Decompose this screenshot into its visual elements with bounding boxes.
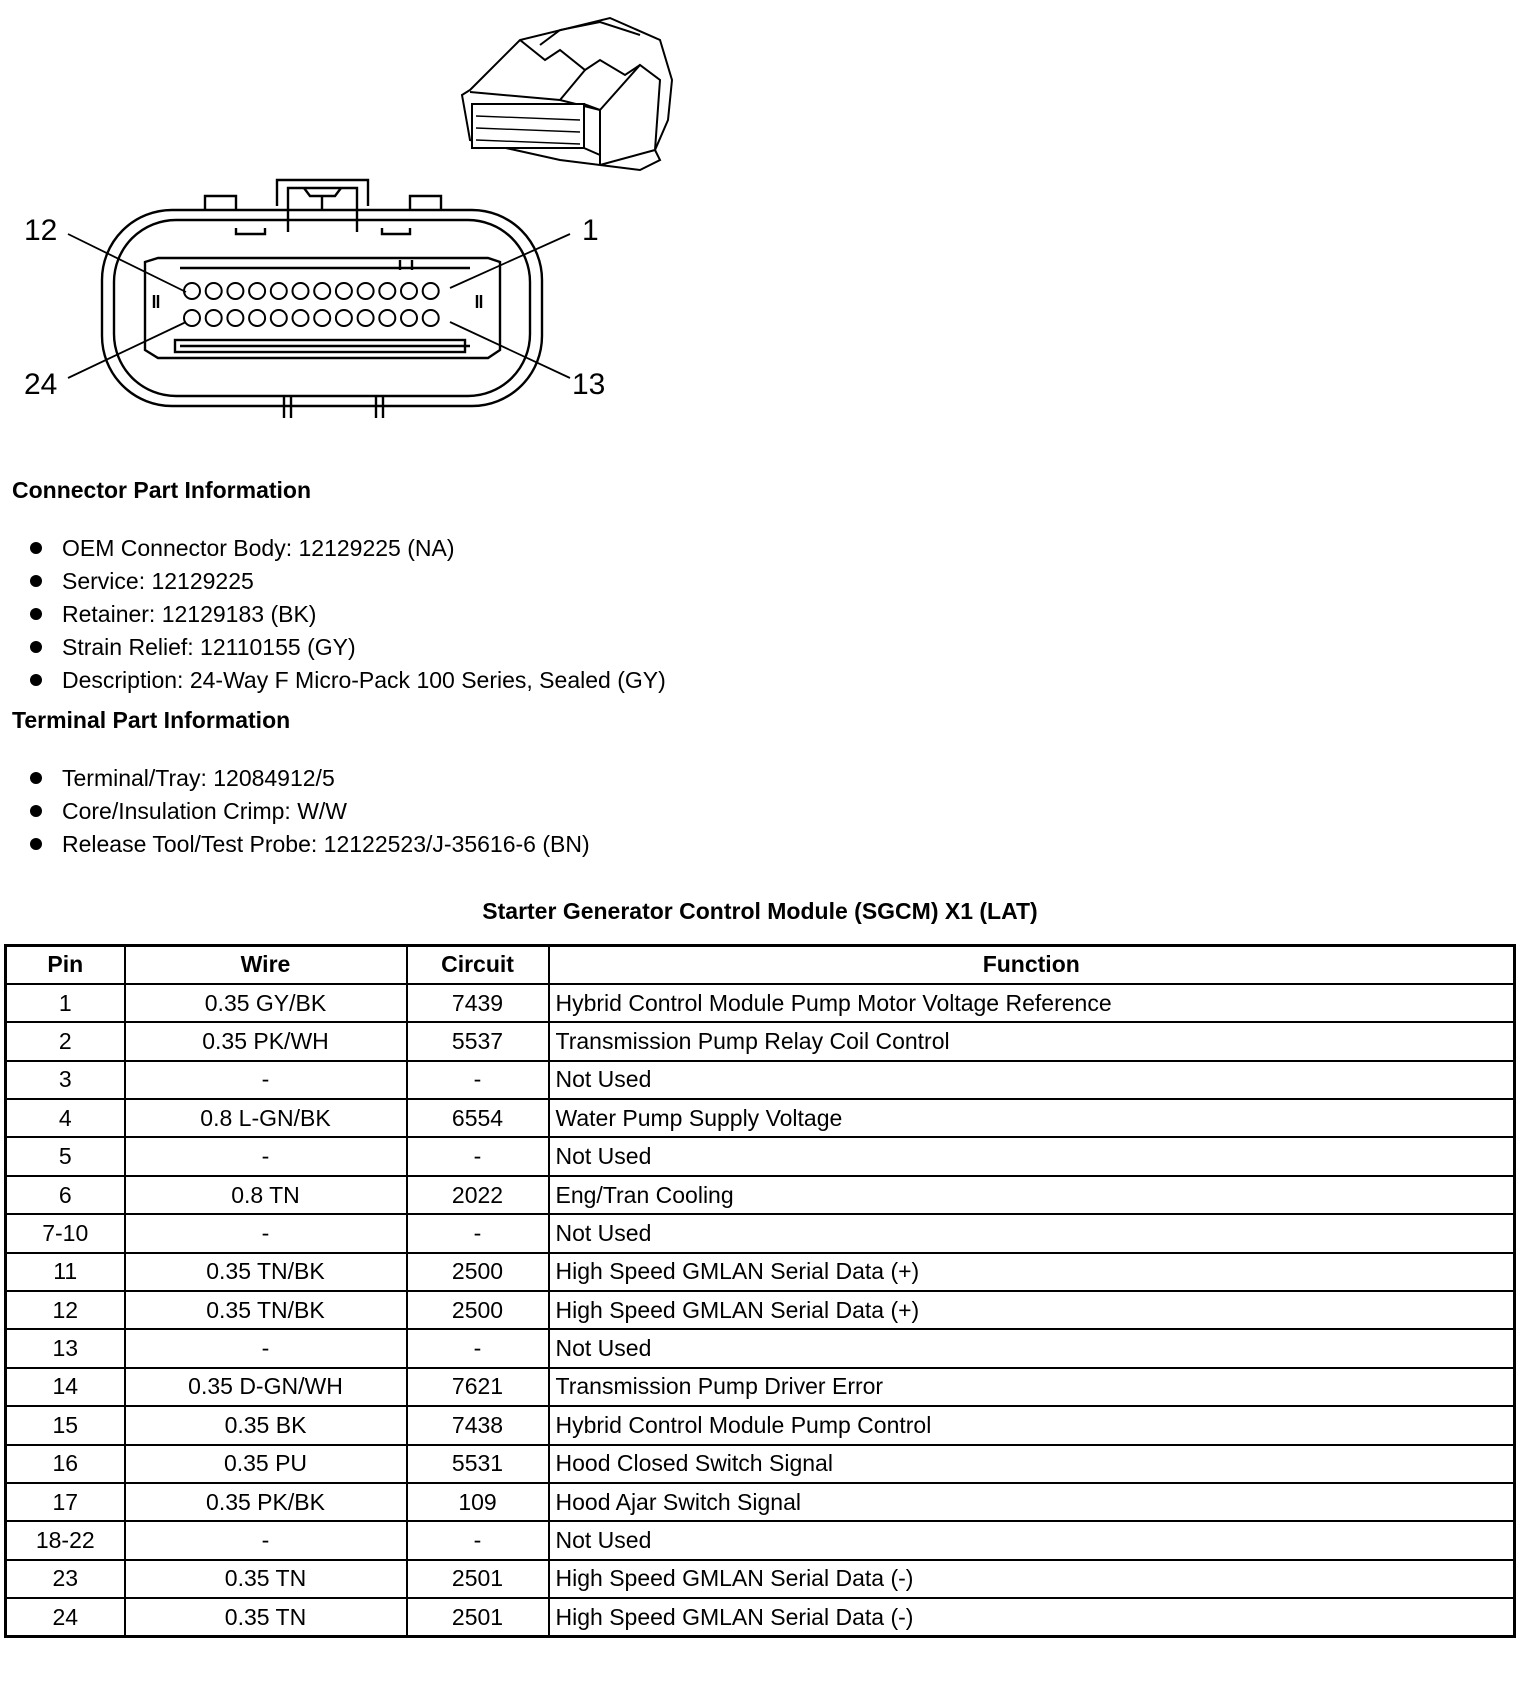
cell-wire: 0.35 BK bbox=[125, 1406, 407, 1444]
table-row bbox=[6, 1061, 1515, 1099]
pin-label-24: 24 bbox=[24, 368, 58, 401]
cell-pin: 2 bbox=[6, 1022, 125, 1060]
table-row bbox=[6, 1368, 1515, 1406]
header-wire: Wire bbox=[125, 946, 407, 984]
cell-circuit: 7438 bbox=[407, 1406, 549, 1444]
cell-function: Hood Closed Switch Signal bbox=[549, 1445, 1515, 1483]
cell-circuit: 109 bbox=[407, 1483, 549, 1521]
pin-hole bbox=[358, 283, 374, 299]
pin-hole bbox=[271, 310, 287, 326]
pin-hole bbox=[423, 310, 439, 326]
cell-circuit: - bbox=[407, 1521, 549, 1559]
pin-hole bbox=[227, 310, 243, 326]
cell-circuit: 2501 bbox=[407, 1598, 549, 1636]
cell-wire: 0.35 PU bbox=[125, 1445, 407, 1483]
list-item bbox=[30, 631, 666, 664]
cell-wire: 0.35 GY/BK bbox=[125, 984, 407, 1022]
cell-pin: 6 bbox=[6, 1176, 125, 1214]
connector-3d-illustration bbox=[462, 18, 672, 170]
table-row bbox=[6, 984, 1515, 1022]
cell-pin: 15 bbox=[6, 1406, 125, 1444]
cell-function: High Speed GMLAN Serial Data (+) bbox=[549, 1291, 1515, 1329]
table-row bbox=[6, 1560, 1515, 1598]
cell-pin: 4 bbox=[6, 1099, 125, 1137]
pin-hole bbox=[271, 283, 287, 299]
table-row bbox=[6, 1483, 1515, 1521]
list-item-text: Retainer: 12129183 (BK) bbox=[62, 601, 317, 627]
list-item-text: OEM Connector Body: 12129225 (NA) bbox=[62, 535, 455, 561]
connector-diagram bbox=[0, 0, 720, 440]
table-row bbox=[6, 1253, 1515, 1291]
table-row bbox=[6, 1291, 1515, 1329]
table-row bbox=[6, 1598, 1515, 1636]
table-row bbox=[6, 1329, 1515, 1367]
table-row bbox=[6, 1022, 1515, 1060]
cell-circuit: - bbox=[407, 1061, 549, 1099]
cell-circuit: 2500 bbox=[407, 1291, 549, 1329]
pin-hole bbox=[423, 283, 439, 299]
bullet-icon bbox=[30, 838, 42, 850]
pin-hole bbox=[184, 310, 200, 326]
cell-function: Eng/Tran Cooling bbox=[549, 1176, 1515, 1214]
cell-circuit: 2501 bbox=[407, 1560, 549, 1598]
bullet-icon bbox=[30, 608, 42, 620]
cell-pin: 14 bbox=[6, 1368, 125, 1406]
cell-wire: - bbox=[125, 1214, 407, 1252]
cell-pin: 17 bbox=[6, 1483, 125, 1521]
list-item-text: Description: 24-Way F Micro-Pack 100 Series, Sealed (GY) bbox=[62, 667, 666, 693]
list-item-text: Strain Relief: 12110155 (GY) bbox=[62, 634, 356, 660]
pin-hole bbox=[293, 283, 309, 299]
pin-leader-lines bbox=[68, 234, 570, 378]
cell-wire: - bbox=[125, 1521, 407, 1559]
pin-hole bbox=[379, 310, 395, 326]
cell-pin: 12 bbox=[6, 1291, 125, 1329]
cell-wire: 0.35 D-GN/WH bbox=[125, 1368, 407, 1406]
cell-pin: 18-22 bbox=[6, 1521, 125, 1559]
pin-hole bbox=[401, 310, 417, 326]
cell-wire: 0.35 TN/BK bbox=[125, 1253, 407, 1291]
pin-hole bbox=[314, 310, 330, 326]
cell-circuit: 5537 bbox=[407, 1022, 549, 1060]
cell-wire: 0.35 TN/BK bbox=[125, 1291, 407, 1329]
pin-hole bbox=[336, 310, 352, 326]
cell-circuit: - bbox=[407, 1214, 549, 1252]
cell-pin: 1 bbox=[6, 984, 125, 1022]
bullet-icon bbox=[30, 674, 42, 686]
cell-pin: 3 bbox=[6, 1061, 125, 1099]
cell-function: Not Used bbox=[549, 1137, 1515, 1175]
cell-wire: - bbox=[125, 1137, 407, 1175]
cell-circuit: - bbox=[407, 1137, 549, 1175]
pin-label-12: 12 bbox=[24, 214, 58, 247]
cell-pin: 5 bbox=[6, 1137, 125, 1175]
cell-wire: 0.35 TN bbox=[125, 1598, 407, 1636]
terminal-part-info-list bbox=[30, 762, 590, 861]
cell-function: Transmission Pump Relay Coil Control bbox=[549, 1022, 1515, 1060]
table-body bbox=[6, 984, 1515, 1637]
cell-function: Hood Ajar Switch Signal bbox=[549, 1483, 1515, 1521]
list-item-text: Service: 12129225 bbox=[62, 568, 254, 594]
cell-wire: 0.35 PK/WH bbox=[125, 1022, 407, 1060]
table-title: Starter Generator Control Module (SGCM) X1 (LAT) bbox=[482, 898, 1038, 924]
cell-circuit: - bbox=[407, 1329, 549, 1367]
pin-hole bbox=[206, 310, 222, 326]
pin-hole bbox=[249, 310, 265, 326]
pin-hole bbox=[379, 283, 395, 299]
cell-function: Hybrid Control Module Pump Control bbox=[549, 1406, 1515, 1444]
table-row bbox=[6, 1445, 1515, 1483]
pin-hole bbox=[336, 283, 352, 299]
cell-pin: 24 bbox=[6, 1598, 125, 1636]
cell-wire: - bbox=[125, 1061, 407, 1099]
list-item bbox=[30, 795, 590, 828]
connector-part-info-list bbox=[30, 532, 666, 697]
cell-function: High Speed GMLAN Serial Data (-) bbox=[549, 1598, 1515, 1636]
list-item bbox=[30, 664, 666, 697]
cell-circuit: 2022 bbox=[407, 1176, 549, 1214]
pin-label-13: 13 bbox=[572, 368, 606, 401]
table-row bbox=[6, 1521, 1515, 1559]
cell-pin: 13 bbox=[6, 1329, 125, 1367]
list-item bbox=[30, 598, 666, 631]
list-item-text: Core/Insulation Crimp: W/W bbox=[62, 798, 348, 824]
cell-pin: 11 bbox=[6, 1253, 125, 1291]
cell-wire: 0.8 L-GN/BK bbox=[125, 1099, 407, 1137]
cell-function: Hybrid Control Module Pump Motor Voltage Reference bbox=[549, 984, 1515, 1022]
table-row bbox=[6, 1137, 1515, 1175]
cell-wire: 0.35 TN bbox=[125, 1560, 407, 1598]
pin-hole bbox=[249, 283, 265, 299]
cell-wire: 0.8 TN bbox=[125, 1176, 407, 1214]
cell-function: Not Used bbox=[549, 1214, 1515, 1252]
pin-hole bbox=[401, 283, 417, 299]
cell-function: Not Used bbox=[549, 1329, 1515, 1367]
list-item bbox=[30, 565, 666, 598]
cell-circuit: 7439 bbox=[407, 984, 549, 1022]
bullet-icon bbox=[30, 542, 42, 554]
bullet-icon bbox=[30, 641, 42, 653]
terminal-part-info-heading: Terminal Part Information bbox=[12, 707, 291, 733]
cell-function: Transmission Pump Driver Error bbox=[549, 1368, 1515, 1406]
cell-wire: - bbox=[125, 1329, 407, 1367]
bullet-icon bbox=[30, 805, 42, 817]
pinout-table bbox=[4, 944, 1516, 1638]
table-header-row bbox=[6, 946, 1515, 984]
cell-circuit: 2500 bbox=[407, 1253, 549, 1291]
list-item bbox=[30, 762, 590, 795]
table-row bbox=[6, 1214, 1515, 1252]
header-function: Function bbox=[549, 946, 1515, 984]
table-row bbox=[6, 1099, 1515, 1137]
list-item bbox=[30, 828, 590, 861]
pin-label-1: 1 bbox=[582, 214, 599, 247]
cell-pin: 16 bbox=[6, 1445, 125, 1483]
cell-function: High Speed GMLAN Serial Data (-) bbox=[549, 1560, 1515, 1598]
pin-hole bbox=[358, 310, 374, 326]
header-pin: Pin bbox=[6, 946, 125, 984]
pin-hole bbox=[293, 310, 309, 326]
cell-circuit: 7621 bbox=[407, 1368, 549, 1406]
pin-hole bbox=[184, 283, 200, 299]
cell-pin: 7-10 bbox=[6, 1214, 125, 1252]
list-item-text: Release Tool/Test Probe: 12122523/J-35616-6 (BN) bbox=[62, 831, 590, 857]
cell-function: Not Used bbox=[549, 1061, 1515, 1099]
header-circuit: Circuit bbox=[407, 946, 549, 984]
cell-circuit: 6554 bbox=[407, 1099, 549, 1137]
list-item-text: Terminal/Tray: 12084912/5 bbox=[62, 765, 335, 791]
bullet-icon bbox=[30, 772, 42, 784]
cell-wire: 0.35 PK/BK bbox=[125, 1483, 407, 1521]
pin-holes bbox=[184, 283, 439, 326]
cell-pin: 23 bbox=[6, 1560, 125, 1598]
pin-hole bbox=[206, 283, 222, 299]
pin-hole bbox=[314, 283, 330, 299]
list-item bbox=[30, 532, 666, 565]
table-row bbox=[6, 1176, 1515, 1214]
table-row bbox=[6, 1406, 1515, 1444]
cell-function: Water Pump Supply Voltage bbox=[549, 1099, 1515, 1137]
cell-function: High Speed GMLAN Serial Data (+) bbox=[549, 1253, 1515, 1291]
cell-function: Not Used bbox=[549, 1521, 1515, 1559]
bullet-icon bbox=[30, 575, 42, 587]
pin-hole bbox=[227, 283, 243, 299]
connector-part-info-heading: Connector Part Information bbox=[12, 477, 312, 503]
cell-circuit: 5531 bbox=[407, 1445, 549, 1483]
